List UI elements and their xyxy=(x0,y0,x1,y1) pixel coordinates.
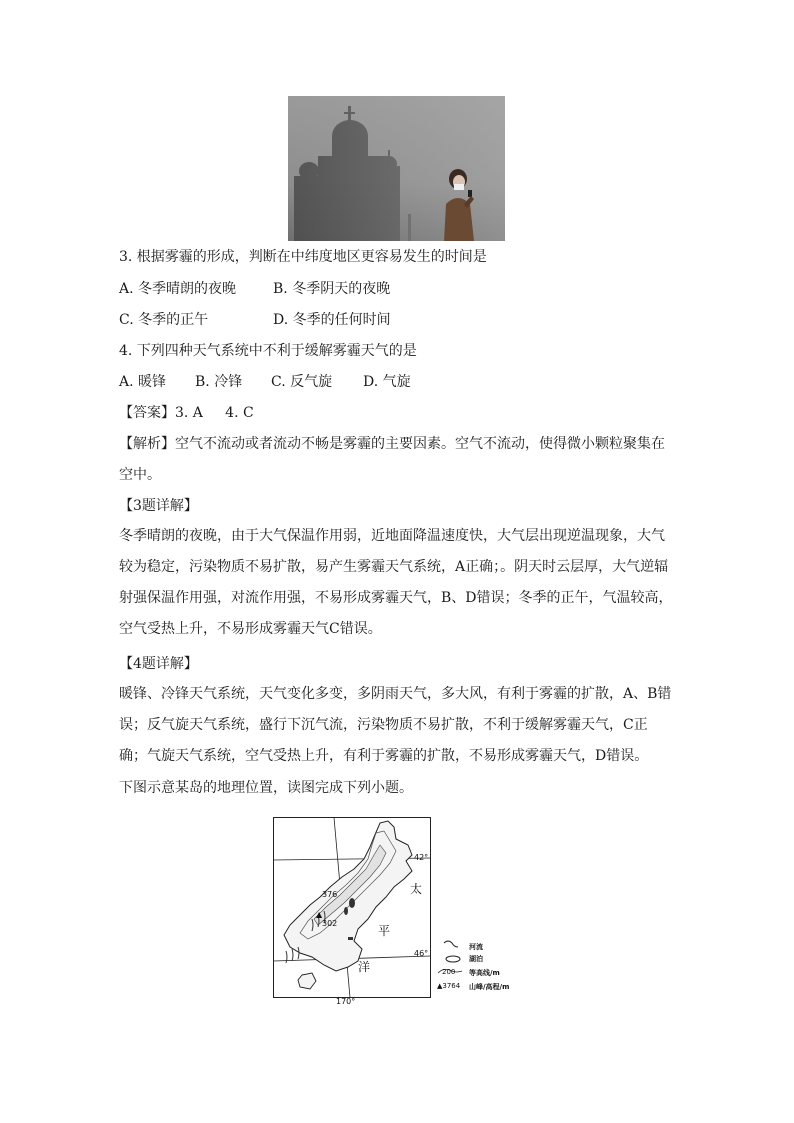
option-4d: D. 气旋 xyxy=(363,374,411,390)
option-3b: B. 冬季阴天的夜晚 xyxy=(273,281,391,297)
map-legend xyxy=(437,941,509,991)
option-4a: A. 暖锋 xyxy=(119,374,167,390)
legend-lake: 湖泊 xyxy=(469,955,483,963)
detail-3-heading: 【3题详解】 xyxy=(119,498,198,514)
legend-river: 河流 xyxy=(469,943,483,951)
question-3-options-row-2 xyxy=(119,310,391,330)
legend-peak: 山峰/高程/m xyxy=(469,983,510,991)
detail-4-heading: 【4题详解】 xyxy=(119,656,198,672)
map-intro: 下图示意某岛的地理位置，读图完成下列小题。 xyxy=(119,780,413,796)
option-3d: D. 冬季的任何时间 xyxy=(273,312,391,328)
detail-3-paragraph: 冬季晴朗的夜晚，由于大气保温作用弱，近地面降温速度快，大气层出现逆温现象，大气较为稳定，污染物质不易扩散，易产生雾霾天气系统，A正确；。阴天时云层厚，大气逆辐射强保温作用强，对流作用强，不易形成雾霾天气，B、D错误；冬季的正午，气温较高，空气受热上升，不易形成雾霾天气C错误。 xyxy=(119,528,673,637)
question-3-options-row-1 xyxy=(119,279,390,299)
option-4c: C. 反气旋 xyxy=(271,374,333,390)
island-map xyxy=(272,815,527,1006)
legend-contour: 等高线/m xyxy=(469,969,500,977)
legend-peak-value: ▲3764 xyxy=(437,982,461,990)
ocean-char-1: 太 xyxy=(410,882,423,896)
lake-legend-icon xyxy=(446,956,460,962)
ocean-char-3: 洋 xyxy=(358,960,371,974)
latitude-label-south: 46° xyxy=(414,949,429,958)
option-4b: B. 冷锋 xyxy=(195,374,243,390)
peak-label-2: 302 xyxy=(322,919,338,928)
question-4-options xyxy=(119,372,411,392)
answer-line: 【答案】3. A 4. C xyxy=(119,405,254,421)
smog-photo xyxy=(288,96,505,241)
ocean-char-2: 平 xyxy=(378,924,391,938)
detail-4-paragraph: 暖锋、冷锋天气系统，天气变化多变，多阴雨天气，多大风，有利于雾霾的扩散，A、B错误；反气旋天气系统，盛行下沉气流，污染物质不易扩散，不利于缓解雾霾天气，C正确；气旋天气系统，空气受热上升，有利于雾霾的扩散，不易形成雾霾天气，D错误。 xyxy=(119,686,672,764)
question-4-stem: 4. 下列四种天气系统中不利于缓解雾霾天气的是 xyxy=(119,343,417,359)
river-legend-icon xyxy=(444,941,458,947)
peak-label-1: 376 xyxy=(322,890,338,899)
option-3a: A. 冬季晴朗的夜晚 xyxy=(119,281,237,297)
latitude-label-north: 42° xyxy=(414,853,429,862)
question-3-stem: 3. 根据雾霾的形成，判断在中纬度地区更容易发生的时间是 xyxy=(119,249,487,265)
longitude-label: 170° xyxy=(336,997,356,1006)
legend-contour-value: 200 xyxy=(442,968,456,976)
analysis-paragraph: 【解析】空气不流动或者流动不畅是雾霾的主要因素。空气不流动，使得微小颗粒聚集在空中。 xyxy=(119,436,665,483)
svg-text:▲: ▲ xyxy=(316,910,323,919)
option-3c: C. 冬季的正午 xyxy=(119,312,209,328)
